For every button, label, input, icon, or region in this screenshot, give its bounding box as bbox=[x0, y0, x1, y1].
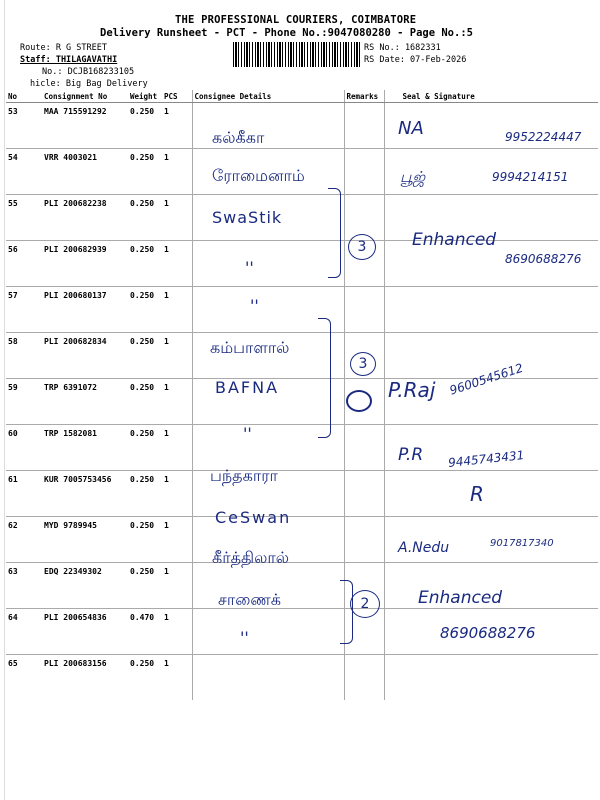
signature: பூஜ் bbox=[400, 168, 426, 186]
consignment-number: PLI 200680137 bbox=[42, 287, 128, 333]
col-consignment: Consignment No bbox=[42, 90, 128, 103]
table-row bbox=[6, 563, 598, 609]
table-header bbox=[6, 90, 598, 103]
consignment-number: VRR 4003021 bbox=[42, 149, 128, 195]
pieces-count: 1 bbox=[162, 333, 192, 379]
consignment-number: TRP 6391072 bbox=[42, 379, 128, 425]
handwritten-phone: 9994214151 bbox=[492, 170, 569, 184]
consignment-number: MYD 9789945 bbox=[42, 517, 128, 563]
weight-value: 0.250 bbox=[128, 241, 162, 287]
pieces-count: 1 bbox=[162, 563, 192, 609]
vehicle-number: No.: DCJB168233105 bbox=[42, 67, 135, 77]
staff-label: Staff: THILAGAVATHI bbox=[20, 55, 118, 65]
row-number: 59 bbox=[6, 379, 42, 425]
table-row bbox=[6, 379, 598, 425]
row-number: 62 bbox=[6, 517, 42, 563]
handwritten-name: கல்கீகா bbox=[212, 128, 265, 147]
handwritten-name: பந்தகாரா bbox=[210, 466, 278, 485]
pieces-count: 1 bbox=[162, 103, 192, 149]
signature: Enhanced bbox=[418, 588, 503, 608]
signature: A.Nedu bbox=[398, 540, 450, 556]
row-number: 65 bbox=[6, 655, 42, 701]
col-consignee: Consignee Details bbox=[192, 90, 344, 103]
consignee-details-cell bbox=[192, 609, 344, 655]
weight-value: 0.250 bbox=[128, 195, 162, 241]
rs-date: RS Date: 07-Feb-2026 bbox=[364, 55, 467, 65]
row-number: 61 bbox=[6, 471, 42, 517]
handwritten-name: BAFNA bbox=[215, 378, 280, 397]
table-row bbox=[6, 287, 598, 333]
remarks-cell bbox=[344, 149, 384, 195]
consignment-number: PLI 200683156 bbox=[42, 655, 128, 701]
signature: P.R bbox=[398, 445, 424, 465]
bracket-mark bbox=[340, 580, 353, 644]
runsheet-title: Delivery Runsheet - PCT - Phone No.:9047080280 - Page No.:5 bbox=[100, 27, 473, 39]
row-number: 57 bbox=[6, 287, 42, 333]
handwritten-phone: 9952224447 bbox=[505, 130, 582, 144]
weight-value: 0.250 bbox=[128, 149, 162, 195]
pieces-count: 1 bbox=[162, 425, 192, 471]
pieces-count: 1 bbox=[162, 287, 192, 333]
col-pcs: PCS bbox=[162, 90, 192, 103]
weight-value: 0.250 bbox=[128, 517, 162, 563]
weight-value: 0.250 bbox=[128, 655, 162, 701]
ditto-mark: '' bbox=[250, 296, 259, 315]
col-weight: Weight bbox=[128, 90, 162, 103]
col-no: No bbox=[6, 90, 42, 103]
weight-value: 0.470 bbox=[128, 609, 162, 655]
row-number: 53 bbox=[6, 103, 42, 149]
remarks-cell bbox=[344, 103, 384, 149]
row-number: 63 bbox=[6, 563, 42, 609]
signature: NA bbox=[398, 118, 424, 139]
row-number: 54 bbox=[6, 149, 42, 195]
bracket-mark bbox=[318, 318, 331, 438]
bracket-mark bbox=[328, 188, 341, 278]
rs-number: RS No.: 1682331 bbox=[364, 43, 441, 53]
seal-signature-cell bbox=[384, 471, 598, 517]
barcode bbox=[233, 42, 360, 67]
row-number: 55 bbox=[6, 195, 42, 241]
consignment-number: KUR 7005753456 bbox=[42, 471, 128, 517]
consignment-number: PLI 200682834 bbox=[42, 333, 128, 379]
weight-value: 0.250 bbox=[128, 103, 162, 149]
signature: R bbox=[470, 482, 484, 506]
remarks-cell bbox=[344, 425, 384, 471]
handwritten-name: CeSwan bbox=[215, 508, 292, 527]
pieces-count: 1 bbox=[162, 379, 192, 425]
remarks-cell bbox=[344, 471, 384, 517]
handwritten-phone: 9445743431 bbox=[447, 448, 525, 470]
seal-signature-cell bbox=[384, 655, 598, 701]
row-number: 56 bbox=[6, 241, 42, 287]
company-title: THE PROFESSIONAL COURIERS, COIMBATORE bbox=[175, 14, 417, 26]
page-edge bbox=[4, 0, 5, 800]
ditto-mark: '' bbox=[240, 628, 249, 647]
pieces-count: 1 bbox=[162, 517, 192, 563]
ditto-mark: '' bbox=[243, 424, 252, 443]
handwritten-name: ரோமைனாம் bbox=[212, 166, 305, 185]
consignment-number: TRP 1582081 bbox=[42, 425, 128, 471]
pieces-count: 1 bbox=[162, 609, 192, 655]
signature: P.Raj bbox=[388, 378, 436, 402]
stamp-scribble bbox=[346, 390, 372, 412]
handwritten-name: கீர்த்திலால் bbox=[212, 548, 290, 567]
weight-value: 0.250 bbox=[128, 379, 162, 425]
weight-value: 0.250 bbox=[128, 471, 162, 517]
circled-count: 2 bbox=[350, 590, 380, 618]
remarks-cell bbox=[344, 655, 384, 701]
pieces-count: 1 bbox=[162, 149, 192, 195]
weight-value: 0.250 bbox=[128, 287, 162, 333]
consignee-details-cell bbox=[192, 241, 344, 287]
table-row bbox=[6, 195, 598, 241]
ditto-mark: '' bbox=[245, 258, 254, 277]
consignee-details-cell bbox=[192, 655, 344, 701]
pieces-count: 1 bbox=[162, 241, 192, 287]
col-remarks: Remarks bbox=[344, 90, 384, 103]
remarks-cell bbox=[344, 287, 384, 333]
row-number: 58 bbox=[6, 333, 42, 379]
col-seal-signature: Seal & Signature bbox=[384, 90, 598, 103]
weight-value: 0.250 bbox=[128, 333, 162, 379]
circled-count: 3 bbox=[348, 234, 376, 260]
table-row bbox=[6, 471, 598, 517]
handwritten-phone: 9017817340 bbox=[490, 538, 554, 549]
consignment-number: PLI 200654836 bbox=[42, 609, 128, 655]
handwritten-phone: 8690688276 bbox=[505, 252, 582, 266]
seal-signature-cell bbox=[384, 287, 598, 333]
consignment-number: PLI 200682238 bbox=[42, 195, 128, 241]
signature: Enhanced bbox=[412, 230, 497, 250]
row-number: 64 bbox=[6, 609, 42, 655]
handwritten-name: கம்பாளால் bbox=[210, 338, 290, 357]
route-label: Route: R G STREET bbox=[20, 43, 107, 53]
pieces-count: 1 bbox=[162, 195, 192, 241]
handwritten-phone: 8690688276 bbox=[440, 624, 536, 642]
pieces-count: 1 bbox=[162, 471, 192, 517]
circled-count: 3 bbox=[350, 352, 376, 376]
handwritten-name: சாணைக் bbox=[218, 590, 281, 609]
consignment-number: MAA 715591292 bbox=[42, 103, 128, 149]
vehicle-type: hicle: Big Bag Delivery bbox=[30, 79, 148, 89]
weight-value: 0.250 bbox=[128, 563, 162, 609]
weight-value: 0.250 bbox=[128, 425, 162, 471]
row-number: 60 bbox=[6, 425, 42, 471]
consignment-number: EDQ 22349302 bbox=[42, 563, 128, 609]
table-row bbox=[6, 655, 598, 701]
pieces-count: 1 bbox=[162, 655, 192, 701]
handwritten-name: SwaStik bbox=[212, 208, 283, 227]
handwritten-phone: 9600545612 bbox=[447, 360, 525, 398]
remarks-cell bbox=[344, 517, 384, 563]
consignment-number: PLI 200682939 bbox=[42, 241, 128, 287]
